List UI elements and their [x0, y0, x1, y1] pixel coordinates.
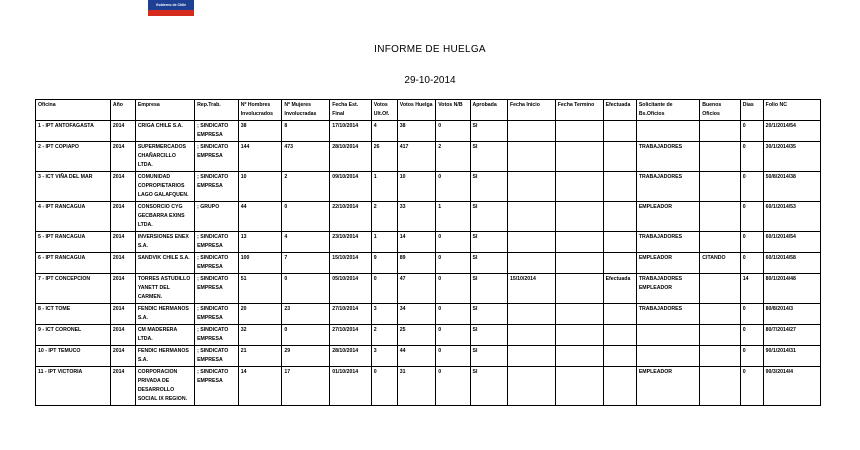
table-cell: 0 — [282, 274, 330, 304]
table-cell: 2014 — [110, 172, 135, 202]
table-cell: 25 — [397, 325, 435, 346]
table-cell: CM MADERERA LTDA. — [135, 325, 194, 346]
table-cell — [507, 346, 555, 367]
table-cell: 13 — [238, 232, 282, 253]
table-cell: 9 - ICT CORONEL — [36, 325, 111, 346]
table-row — [36, 367, 821, 406]
table-cell: 2 — [371, 202, 397, 232]
table-cell: 0 — [436, 304, 470, 325]
table-cell: 90/3/2014/4 — [763, 367, 820, 406]
table-cell: 27/10/2014 — [330, 304, 372, 325]
table-cell: 2014 — [110, 232, 135, 253]
table-cell: SI — [470, 304, 507, 325]
column-header: Empresa — [135, 100, 194, 121]
logo-red-band — [148, 10, 194, 16]
table-cell: 0 — [740, 172, 763, 202]
table-cell: 0 — [436, 274, 470, 304]
table-cell — [555, 232, 603, 253]
table-cell: 0 — [371, 367, 397, 406]
report-title: INFORME DE HUELGA — [374, 44, 486, 55]
table-cell: SI — [470, 325, 507, 346]
column-header: Folio NC — [763, 100, 820, 121]
table-cell: 50/8/2014/38 — [763, 172, 820, 202]
table-cell: ; SINDICATO EMPRESA — [195, 232, 239, 253]
table-cell: ; SINDICATO EMPRESA — [195, 142, 239, 172]
table-cell — [507, 232, 555, 253]
table-cell: 30/1/2014/35 — [763, 142, 820, 172]
table-cell: 28/10/2014 — [330, 346, 372, 367]
table-cell — [603, 325, 636, 346]
report-date: 29-10-2014 — [404, 75, 456, 86]
table-cell: SI — [470, 202, 507, 232]
table-cell: 9 — [371, 253, 397, 274]
table-cell — [555, 172, 603, 202]
table-cell: 2014 — [110, 274, 135, 304]
table-row — [36, 253, 821, 274]
table-cell: 38 — [397, 121, 435, 142]
table-cell: SI — [470, 172, 507, 202]
table-cell: 10 - IPT TEMUCO — [36, 346, 111, 367]
table-cell: COMUNIDAD COPROPIETARIOS LAGO GALAFQUEN. — [135, 172, 194, 202]
table-cell: 60/1/2014/54 — [763, 232, 820, 253]
table-cell: 0 — [436, 232, 470, 253]
table-cell — [700, 172, 741, 202]
table-cell: 2014 — [110, 121, 135, 142]
table-cell: 14 — [238, 367, 282, 406]
table-cell: 2 — [371, 325, 397, 346]
column-header: Fecha Est. Final — [330, 100, 372, 121]
table-cell: 27/10/2014 — [330, 325, 372, 346]
table-cell: 2014 — [110, 253, 135, 274]
table-cell: SI — [470, 232, 507, 253]
column-header: Fecha Inicio — [507, 100, 555, 121]
table-cell: 47 — [397, 274, 435, 304]
column-header: Votos Ult.Of. — [371, 100, 397, 121]
government-logo — [148, 0, 194, 16]
table-cell: 10 — [397, 172, 435, 202]
table-cell: 0 — [282, 325, 330, 346]
table-cell — [700, 367, 741, 406]
column-header: Votos Huelga — [397, 100, 435, 121]
table-cell — [507, 172, 555, 202]
table-cell: 60/1/2014/53 — [763, 202, 820, 232]
table-cell: EMPLEADOR — [636, 253, 699, 274]
table-row — [36, 346, 821, 367]
table-cell: 17 — [282, 367, 330, 406]
table-cell — [555, 304, 603, 325]
table-cell: 0 — [282, 202, 330, 232]
table-cell: 1 — [371, 172, 397, 202]
table-cell: 0 — [436, 121, 470, 142]
logo-text: Gobierno de Chile — [155, 3, 187, 7]
table-cell: 33 — [397, 202, 435, 232]
table-cell: 0 — [740, 367, 763, 406]
table-cell — [507, 367, 555, 406]
table-cell: 4 — [371, 121, 397, 142]
table-cell: Efectuada — [603, 274, 636, 304]
table-cell — [636, 121, 699, 142]
table-cell: 4 - IPT RANCAGUA — [36, 202, 111, 232]
table-cell: 8 — [282, 121, 330, 142]
table-cell: ; SINDICATO EMPRESA — [195, 346, 239, 367]
table-row — [36, 202, 821, 232]
table-cell: 2014 — [110, 304, 135, 325]
table-cell: 7 — [282, 253, 330, 274]
table-cell — [603, 202, 636, 232]
table-cell — [555, 202, 603, 232]
table-cell — [555, 253, 603, 274]
table-cell: 29 — [282, 346, 330, 367]
table-cell — [603, 304, 636, 325]
table-cell: 3 — [371, 346, 397, 367]
table-cell: ; SINDICATO EMPRESA — [195, 172, 239, 202]
table-cell: 0 — [371, 274, 397, 304]
table-cell — [636, 325, 699, 346]
table-cell — [700, 304, 741, 325]
strike-report-table — [35, 99, 821, 406]
table-cell: 2014 — [110, 325, 135, 346]
table-cell — [507, 325, 555, 346]
table-cell — [507, 142, 555, 172]
table-cell: 0 — [436, 172, 470, 202]
column-header: Año — [110, 100, 135, 121]
table-cell: 80/1/2014/48 — [763, 274, 820, 304]
table-cell: 0 — [436, 367, 470, 406]
table-cell — [555, 142, 603, 172]
table-cell: FENDIC HERMANOS S.A. — [135, 304, 194, 325]
table-cell: 44 — [397, 346, 435, 367]
table-cell: SI — [470, 346, 507, 367]
table-cell: 1 - IPT ANTOFAGASTA — [36, 121, 111, 142]
table-cell: 34 — [397, 304, 435, 325]
table-cell: 4 — [282, 232, 330, 253]
table-cell: INVERSIONES ENEX S.A. — [135, 232, 194, 253]
column-header: Votos N/B — [436, 100, 470, 121]
table-cell: 0 — [436, 253, 470, 274]
table-cell: ; SINDICATO EMPRESA — [195, 367, 239, 406]
table-cell: 2014 — [110, 346, 135, 367]
table-cell: SI — [470, 142, 507, 172]
table-cell: 80/8/2014/3 — [763, 304, 820, 325]
table-cell — [555, 325, 603, 346]
table-cell: 22/10/2014 — [330, 202, 372, 232]
table-row — [36, 304, 821, 325]
table-cell: 8 - ICT TOME — [36, 304, 111, 325]
table-cell: 0 — [740, 346, 763, 367]
table-cell: 90/1/2014/31 — [763, 346, 820, 367]
table-cell: 2 — [436, 142, 470, 172]
table-cell: ; SINDICATO EMPRESA — [195, 325, 239, 346]
table-cell — [555, 121, 603, 142]
table-cell — [636, 346, 699, 367]
table-cell — [603, 172, 636, 202]
column-header: Dias — [740, 100, 763, 121]
table-row — [36, 274, 821, 304]
table-cell: 60/1/2014/58 — [763, 253, 820, 274]
table-cell: 32 — [238, 325, 282, 346]
table-cell: FENDIC HERMANOS S.A. — [135, 346, 194, 367]
table-cell — [603, 253, 636, 274]
column-header: Rep.Trab. — [195, 100, 239, 121]
table-cell — [507, 304, 555, 325]
table-cell: 2 - IPT COPIAPO — [36, 142, 111, 172]
column-header: Solicitante de Bs.Oficios — [636, 100, 699, 121]
table-row — [36, 232, 821, 253]
table-cell: 473 — [282, 142, 330, 172]
table-cell: 5 - IPT RANCAGUA — [36, 232, 111, 253]
table-cell: 0 — [740, 202, 763, 232]
table-cell: ; SINDICATO EMPRESA — [195, 121, 239, 142]
table-cell: TORRES ASTUDILLO YANETT DEL CARMEN. — [135, 274, 194, 304]
table-cell: 2 — [282, 172, 330, 202]
table-cell: 0 — [740, 253, 763, 274]
table-cell: 05/10/2014 — [330, 274, 372, 304]
table-cell: 417 — [397, 142, 435, 172]
column-header: Buenos Oficios — [700, 100, 741, 121]
table-cell — [555, 274, 603, 304]
table-cell: 17/10/2014 — [330, 121, 372, 142]
table-cell: 15/10/2014 — [507, 274, 555, 304]
table-cell: ; SINDICATO EMPRESA — [195, 274, 239, 304]
column-header: Nº Hombres Involucrados — [238, 100, 282, 121]
table-cell: 100 — [238, 253, 282, 274]
table-cell: CITANDO — [700, 253, 741, 274]
table-cell: 01/10/2014 — [330, 367, 372, 406]
table-cell: 11 - IPT VICTORIA — [36, 367, 111, 406]
table-cell: SUPERMERCADOS CHAÑARCILLO LTDA. — [135, 142, 194, 172]
table-cell — [700, 142, 741, 172]
table-cell: 38 — [238, 121, 282, 142]
column-header: Oficina — [36, 100, 111, 121]
table-cell: 23 — [282, 304, 330, 325]
table-cell: 14 — [397, 232, 435, 253]
column-header: Aprobada — [470, 100, 507, 121]
table-cell: SI — [470, 367, 507, 406]
table-cell — [700, 325, 741, 346]
table-cell — [603, 232, 636, 253]
table-cell: TRABAJADORES EMPLEADOR — [636, 274, 699, 304]
table-cell — [507, 121, 555, 142]
table-cell: 44 — [238, 202, 282, 232]
table-cell: 20 — [238, 304, 282, 325]
column-header: Nº Mujeres Involucradas — [282, 100, 330, 121]
table-row — [36, 142, 821, 172]
table-cell — [603, 142, 636, 172]
table-cell: 20/1/2014/54 — [763, 121, 820, 142]
table-cell: 14 — [740, 274, 763, 304]
table-cell: 23/10/2014 — [330, 232, 372, 253]
table-cell: 0 — [740, 304, 763, 325]
table-cell: 1 — [371, 232, 397, 253]
table-cell: 15/10/2014 — [330, 253, 372, 274]
table-cell — [507, 253, 555, 274]
table-cell: 3 — [371, 304, 397, 325]
table-cell: 7 - IPT CONCEPCION — [36, 274, 111, 304]
table-cell: 6 - IPT RANCAGUA — [36, 253, 111, 274]
table-cell: 1 — [436, 202, 470, 232]
table-cell: TRABAJADORES — [636, 232, 699, 253]
column-header: Efectuada — [603, 100, 636, 121]
table-cell: SI — [470, 253, 507, 274]
table-cell: EMPLEADOR — [636, 367, 699, 406]
table-cell: 10 — [238, 172, 282, 202]
table-cell — [700, 274, 741, 304]
table-cell — [603, 367, 636, 406]
table-cell: 0 — [436, 325, 470, 346]
table-cell: 2014 — [110, 202, 135, 232]
table-cell: 0 — [740, 142, 763, 172]
table-cell: 0 — [740, 325, 763, 346]
table-cell: TRABAJADORES — [636, 142, 699, 172]
table-cell: 144 — [238, 142, 282, 172]
table-cell — [555, 346, 603, 367]
table-cell — [700, 121, 741, 142]
table-cell — [700, 202, 741, 232]
table-cell: TRABAJADORES — [636, 172, 699, 202]
table-cell — [507, 202, 555, 232]
table-cell: 80/7/2014/27 — [763, 325, 820, 346]
table-cell: EMPLEADOR — [636, 202, 699, 232]
table-cell — [555, 367, 603, 406]
table-cell: SANDVIK CHILE S.A. — [135, 253, 194, 274]
table-cell: ; SINDICATO EMPRESA — [195, 304, 239, 325]
table-cell: 26 — [371, 142, 397, 172]
table-cell: TRABAJADORES — [636, 304, 699, 325]
column-header: Fecha Termino — [555, 100, 603, 121]
table-cell: ; GRUPO — [195, 202, 239, 232]
table-cell: 0 — [740, 121, 763, 142]
table-cell — [700, 232, 741, 253]
table-cell: 0 — [436, 346, 470, 367]
table-cell: 09/10/2014 — [330, 172, 372, 202]
table-cell: 89 — [397, 253, 435, 274]
table-cell: CORPORACION PRIVADA DE DESARROLLO SOCIAL IX REGION. — [135, 367, 194, 406]
table-header-row — [36, 100, 821, 121]
table-cell: 21 — [238, 346, 282, 367]
table-cell: 2014 — [110, 367, 135, 406]
table-cell — [603, 121, 636, 142]
table-cell: SI — [470, 121, 507, 142]
table-cell — [603, 346, 636, 367]
table-cell: CONSORCIO CYG GECBARRA EXINS LTDA. — [135, 202, 194, 232]
table-cell: SI — [470, 274, 507, 304]
table-cell: 2014 — [110, 142, 135, 172]
table-cell: ; SINDICATO EMPRESA — [195, 253, 239, 274]
table-cell: 28/10/2014 — [330, 142, 372, 172]
table-cell — [700, 346, 741, 367]
table-cell: 3 - ICT VIÑA DEL MAR — [36, 172, 111, 202]
table-cell: 31 — [397, 367, 435, 406]
table-cell: CRIGA CHILE S.A. — [135, 121, 194, 142]
table-cell: 0 — [740, 232, 763, 253]
table-cell: 51 — [238, 274, 282, 304]
table-row — [36, 121, 821, 142]
table-row — [36, 325, 821, 346]
table-row — [36, 172, 821, 202]
